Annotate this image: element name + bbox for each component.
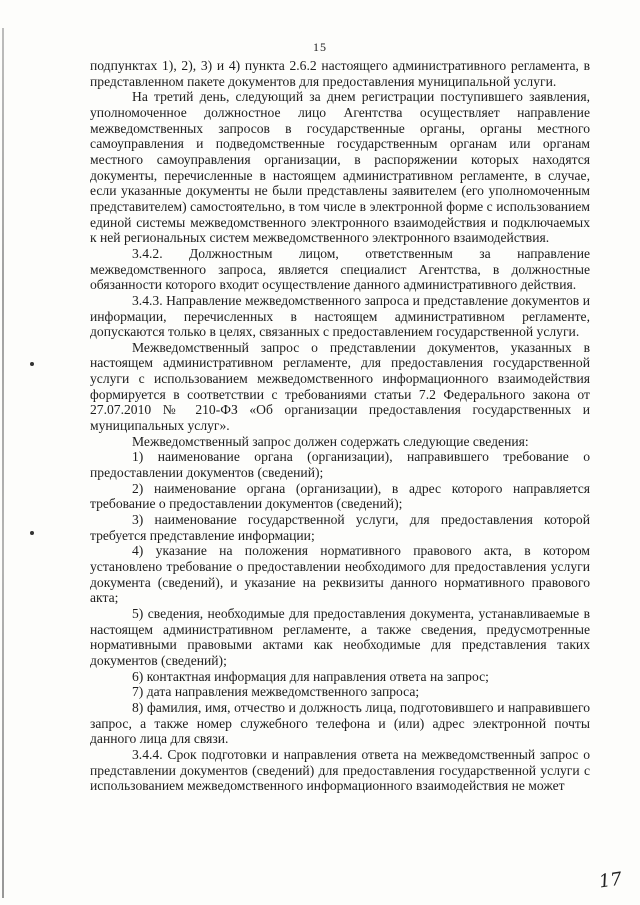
- list-item: 8) фамилия, имя, отчество и должность лица, подготовившего и направившего запрос, а также номер служебного телефона и (или) адрес электронной почты данного лица для связи.: [90, 699, 590, 747]
- list-item: 5) сведения, необходимые для предоставления документа, устанавливаемые в настоящем административном регламенте, а также сведения, предусмотренные нормативными правовыми актами как необходимые для представления таких документов (сведений);: [90, 605, 590, 668]
- list-item: 1) наименование органа (организации), направившего требование о предоставлении документов (сведений);: [90, 449, 590, 481]
- paragraph: Межведомственный запрос должен содержать следующие сведения:: [132, 433, 529, 449]
- paragraph: 3.4.3. Направление межведомственного запроса и представление документов и информации, перечисленных в настоящем административном регламенте, допускаются только в целях, связанных с предоставлением государственной услуги.: [90, 292, 590, 340]
- list-item: 4) указание на положения нормативного правового акта, в котором установлено требование о предоставлении необходимого для предоставления услуги документа (сведений), и указание на реквизиты данного нормативного правового акта;: [90, 543, 590, 606]
- page-number: 15: [313, 40, 327, 54]
- punch-hole: [30, 362, 34, 366]
- list-item: 3) наименование государственной услуги, для предоставления которой требуется представление информации;: [90, 512, 590, 543]
- paragraph: На третий день, следующий за днем регистрации поступившего заявления, уполномоченное должностное лицо Агентства осуществляет направление межведомственных запросов в государственные органы, органы местного самоуправления и подведомственные государственным органам или органам местного самоуправления организации, в распоряжении которых находятся документы, перечисленные в настоящем административном регламенте, в случае, если указанные документы не были представлены заявителем (его уполномоченным представителем) самостоятельно, в том числе в электронной форме с использованием единой системы межведомственного электронного взаимодействия и подключаемых к ней региональных систем межведомственного электронного взаимодействия.: [90, 89, 590, 246]
- paragraph: подпунктах 1), 2), 3) и 4) пункта 2.6.2 настоящего административного регламента, в представленном пакете документов для предоставления муниципальной услуги.: [90, 58, 590, 89]
- scan-edge-line: [2, 28, 4, 898]
- paragraph: 3.4.2. Должностным лицом, ответственным за направление межведомственного запроса, является специалист Агентства, в должностные обязанности которого входит осуществление данного административного действия.: [90, 245, 590, 293]
- list-item: 2) наименование органа (организации), в адрес которого направляется требование о предоставлении документов (сведений);: [90, 480, 590, 512]
- handwritten-page-mark: 17: [597, 868, 624, 893]
- document-body: [90, 58, 590, 794]
- paragraph: 3.4.4. Срок подготовки и направления ответа на межведомственный запрос о представлении документов (сведений) для предоставления государственной услуги с использованием межведомственного информационного взаимодействия не может: [90, 746, 590, 794]
- list-item: 7) дата направления межведомственного запроса;: [132, 684, 420, 700]
- list-item: 6) контактная информация для направления ответа на запрос;: [132, 668, 489, 684]
- punch-hole: [30, 531, 34, 535]
- paragraph: Межведомственный запрос о представлении документов, указанных в настоящем административном регламенте, для предоставления государственной услуги с использованием межведомственного информационного взаимодействия формируется в соответствии с требованиями статьи 7.2 Федерального закона от 27.07.2010 № 210-ФЗ «Об организации предоставления государственных и муниципальных услуг».: [90, 339, 590, 434]
